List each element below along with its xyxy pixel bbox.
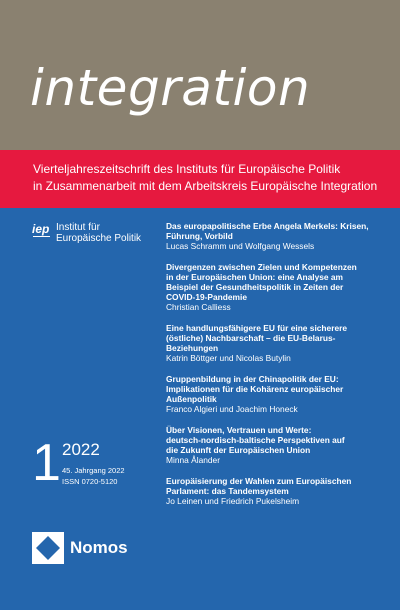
issue-issn: ISSN 0720-5120 [62,477,118,486]
article-title: Europäisierung der Wahlen zum Europäischen Parlament: das Tandemsystem [166,476,352,496]
article-authors: Jo Leinen und Friedrich Pukelsheim [166,496,300,506]
article-item [166,323,392,363]
article-title: Über Visionen, Vertrauen und Werte: deutsch-nordisch-baltische Perspektiven auf die Zukunft der Europäischen Union [166,425,345,455]
publisher-logo [32,532,128,564]
issue-volume: 45. Jahrgang 2022 [62,466,125,475]
article-authors: Christian Calliess [166,302,231,312]
article-item [166,262,392,312]
iep-logo-text-top: iep [32,222,50,236]
article-title: Eine handlungsfähigere EU für eine sicherere (östliche) Nachbarschaft – die EU-Belarus- Beziehungen [166,323,348,353]
article-item [166,425,392,465]
issue-year: 2022 [62,440,100,459]
title-band [0,0,400,150]
subtitle-line-2: in Zusammenarbeit mit dem Arbeitskreis Europäische Integration [33,179,378,193]
article-authors: Minna Ålander [166,455,221,465]
article-authors: Katrin Böttger und Nicolas Butylin [166,353,291,363]
article-authors: Franco Algieri und Joachim Honeck [166,404,298,414]
iep-name-line-2: Europäische Politik [56,233,142,244]
article-item [166,374,392,414]
iep-institute [32,222,141,250]
publisher-name: Nomos [70,538,128,557]
article-item [166,221,392,251]
iep-logo-icon [32,222,52,250]
nomos-diamond-icon [32,532,64,564]
subtitle-line-1: Vierteljahreszeitschrift des Instituts für Europäische Politik [33,162,341,176]
article-title: Das europapolitische Erbe Angela Merkels: Krisen, Führung, Vorbild [166,221,369,241]
table-of-contents [166,221,392,517]
issue-number: 1 [32,434,61,492]
iep-name [56,222,141,244]
article-title: Gruppenbildung in der Chinapolitik der EU: Implikationen für die Kohärenz europäischer Außenpolitik [166,374,344,404]
issue-meta [62,465,125,487]
journal-subtitle [33,161,393,195]
article-title: Divergenzen zwischen Zielen und Kompetenzen in der Europäischen Union: eine Analyse am Beispiel der Gesundheitspolitik in Zeiten der COVID-19-Pandemie [166,262,357,302]
article-authors: Lucas Schramm und Wolfgang Wessels [166,241,315,251]
article-item [166,476,392,506]
subtitle-band [0,150,400,208]
journal-title: integration [30,59,311,117]
iep-name-line-1: Institut für [56,222,100,233]
